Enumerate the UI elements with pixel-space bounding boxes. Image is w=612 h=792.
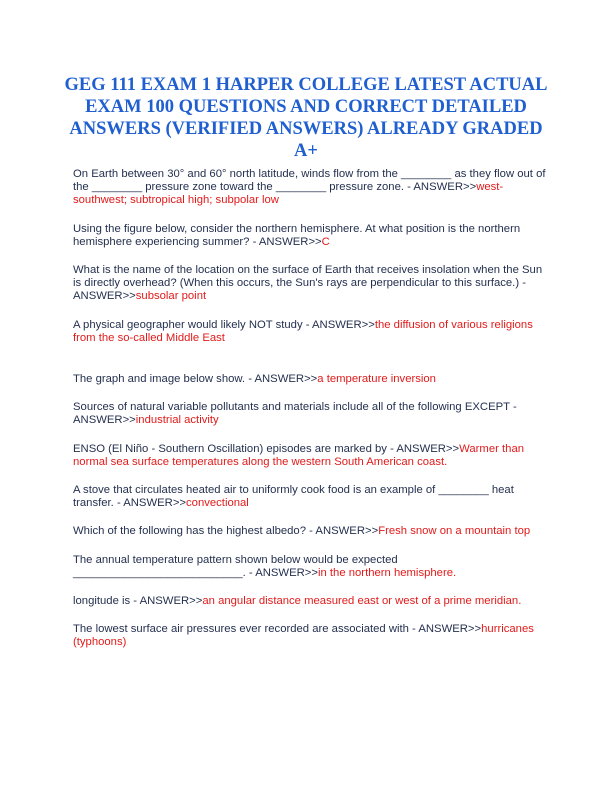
question-text: The annual temperature pattern shown below would be expected ___________________________. - ANSWER>>	[73, 553, 398, 579]
qa-item	[73, 373, 548, 386]
question-text: A stove that circulates heated air to uniformly cook food is an example of ________ heat transfer. - ANSWER>>	[73, 484, 514, 510]
qa-item	[73, 319, 548, 345]
question-text: A physical geographer would likely NOT study - ANSWER>>	[73, 318, 375, 331]
answer-text: an angular distance measured east or west of a prime meridian.	[202, 595, 522, 608]
answer-text: hurricanes (typhoons)	[73, 623, 534, 649]
answer-text: industrial activity	[135, 414, 219, 427]
qa-item	[73, 168, 548, 208]
qa-item	[73, 554, 548, 580]
answer-text: Warmer than normal sea surface temperatures along the western South American coast.	[73, 442, 525, 468]
qa-item	[73, 595, 548, 608]
qa-item	[73, 623, 548, 649]
answer-text: subsolar point	[135, 290, 207, 303]
answer-text: in the northern hemisphere.	[317, 566, 457, 579]
question-text: On Earth between 30° and 60° north latitude, winds flow from the ________ as they flow out of the ________ pressure zone toward the ________ pressure zone. - ANSWER>>	[73, 168, 546, 194]
answer-text: the diffusion of various religions from the so-called Middle East	[73, 318, 533, 344]
qa-item	[73, 525, 548, 538]
qa-item	[73, 223, 548, 249]
question-text: The graph and image below show. - ANSWER>>	[73, 373, 318, 386]
question-text: longitude is - ANSWER>>	[73, 595, 203, 608]
answer-text: west-southwest; subtropical high; subpolar low	[73, 181, 504, 207]
document-title: GEG 111 EXAM 1 HARPER COLLEGE LATEST ACTUAL EXAM 100 QUESTIONS AND CORRECT DETAILED ANSWERS (VERIFIED ANSWERS) ALREADY GRADED A+	[64, 75, 548, 161]
question-answer-list	[73, 168, 548, 665]
answer-text: C	[321, 235, 330, 248]
question-text: Sources of natural variable pollutants and materials include all of the following EXCEPT - ANSWER>>	[73, 401, 517, 427]
question-text: What is the name of the location on the surface of Earth that receives insolation when the Sun is directly overhead? (When this occurs, the Sun's rays are perpendicular to this surface.) - ANSWER>>	[73, 264, 543, 303]
question-text: Using the figure below, consider the northern hemisphere. At what position is the northern hemisphere experiencing summer? - ANSWER>>	[73, 222, 521, 248]
qa-item	[73, 484, 548, 510]
answer-text: Fresh snow on a mountain top	[378, 525, 531, 538]
qa-item	[73, 401, 548, 427]
answer-text: a temperature inversion	[317, 373, 436, 386]
qa-item	[73, 443, 548, 469]
qa-item	[73, 264, 548, 304]
question-text: Which of the following has the highest albedo? - ANSWER>>	[73, 525, 379, 538]
question-text: ENSO (El Niño - Southern Oscillation) episodes are marked by - ANSWER>>	[73, 442, 460, 455]
question-text: The lowest surface air pressures ever recorded are associated with - ANSWER>>	[73, 623, 482, 636]
answer-text: convectional	[186, 497, 249, 510]
